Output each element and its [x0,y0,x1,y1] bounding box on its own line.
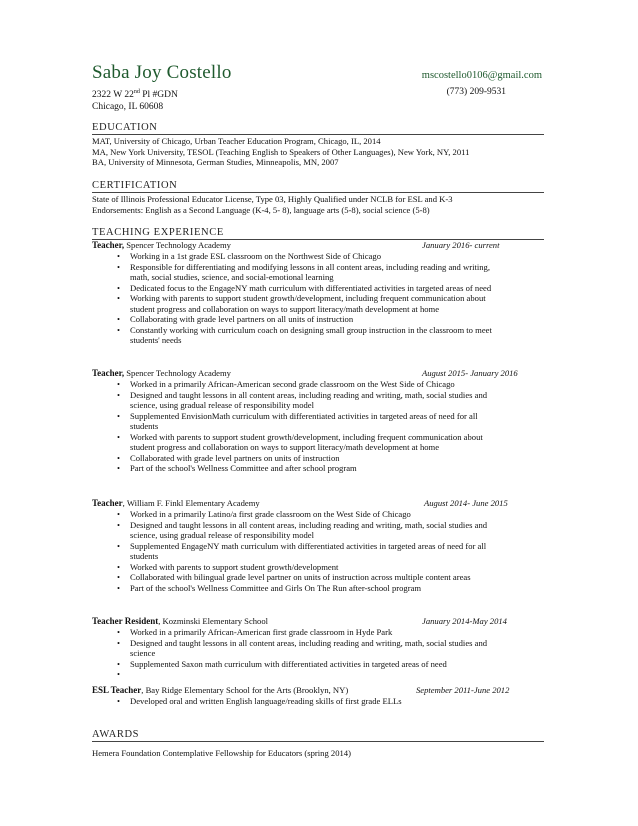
job-bullet: • Responsible for differentiating and modifying lessons in all content areas, including reading and writing, [130,262,552,273]
job-bullets [92,379,552,474]
job-bullet: • Collaborated with bilingual grade level partner on units of instruction across multiple content areas [130,572,552,583]
education-line: MAT, University of Chicago, Urban Teacher Education Program, Chicago, IL, 2014 [92,136,381,146]
job-role: ESL Teacher [92,685,142,695]
job-school: Spencer Technology Academy [124,240,231,250]
awards-rule [92,741,544,742]
job-bullet-continued [130,400,552,411]
job-role: Teacher Resident [92,616,159,626]
job-bullet: • Designed and taught lessons in all content areas, including reading and writing, math, social studies and [130,638,552,649]
job-bullet-continued [130,335,552,346]
job-bullet: • Worked in a primarily Latino/a first grade classroom on the West Side of Chicago [130,509,552,520]
certification-rule [92,192,544,193]
job-dates: January 2014-May 2014 [422,616,507,626]
job-bullet: • Dedicated focus to the EngageNY math curriculum with differentiated activities in targeted areas of need [130,283,552,294]
job-bullet-continuation: math, social studies, science, and social-emotional learning [130,272,334,282]
job-bullet: • Worked with parents to support student growth/development [130,562,552,573]
job-bullets [92,251,552,346]
job-bullet-continuation: students' needs [130,335,182,345]
job-bullet-continuation: science, using gradual release of responsibility model [130,530,314,540]
certification-heading: CERTIFICATION [92,180,178,191]
job-role: Teacher [92,498,123,508]
job-bullet: • Supplemented EnvisionMath curriculum with differentiated activities in targeted areas of need for all [130,411,552,422]
job-bullet: • Collaborated with grade level partners on units of instruction [130,453,552,464]
job-bullet: • Supplemented Saxon math curriculum with differentiated activities in targeted areas of need [130,659,552,670]
awards-heading: AWARDS [92,729,140,740]
job-entry [92,685,552,707]
teaching-heading: TEACHING EXPERIENCE [92,227,224,238]
job-bullet: • Constantly working with curriculum coach on designing small group instruction in the classroom to meet [130,325,552,336]
job-bullet: • Worked in a primarily African-American second grade classroom on the West Side of Chicago [130,379,552,390]
job-bullet-continued [130,421,552,432]
job-dates: August 2014- June 2015 [424,498,508,508]
job-role: Teacher, [92,368,125,378]
job-bullet: • Part of the school's Wellness Committee and Girls On The Run after-school program [130,583,552,594]
address-line-1 [92,87,178,102]
job-bullet-continued [130,304,552,315]
job-bullet-continued [130,648,552,659]
education-line: BA, University of Minnesota, German Studies, Minneapolis, MN, 2007 [92,157,339,167]
job-header [92,685,552,696]
job-bullets [92,696,552,707]
job-bullet: • Working in a 1st grade ESL classroom on the Northwest Side of Chicago [130,251,552,262]
job-school: , Kozminski Elementary School [158,616,269,626]
job-bullet-continued [130,272,552,283]
certification-list [92,194,552,215]
job-bullet-continuation: student progress and collaboration on ways to support literacy/math development at home [130,442,440,452]
address-unit: Pl #GDN [139,90,178,101]
job-entry [92,498,552,593]
phone-number: (773) 209-9531 [446,87,506,97]
job-entry [92,616,552,680]
job-dates: January 2016- current [422,240,500,250]
education-heading: EDUCATION [92,122,158,133]
job-bullet: • Worked with parents to support student growth/development, including frequent communication about [130,432,552,443]
address-street: 2322 W 22 [92,90,134,101]
address-ordinal: nd [133,89,140,95]
job-bullet-continued [130,551,552,562]
address [92,87,178,113]
job-entry [92,368,552,474]
job-bullet-continuation: students [130,551,159,561]
job-school: , William F. Finkl Elementary Academy [122,498,260,508]
certification-line: State of Illinois Professional Educator License, Type 03, Highly Qualified under NCLB for ESL and K-3 [92,194,453,204]
job-bullet-continued [130,442,552,453]
job-dates: September 2011-June 2012 [416,685,510,695]
job-bullet-continuation: science, using gradual release of responsibility model [130,400,314,410]
award-line: Hemera Foundation Contemplative Fellowship for Educators (spring 2014) [92,748,351,758]
job-header [92,616,552,627]
job-bullet: • Collaborating with grade level partners on all units of instruction [130,314,552,325]
job-header [92,240,552,251]
certification-line: Endorsements: English as a Second Language (K-4, 5- 8), language arts (5-8), social science (5-8) [92,204,430,215]
job-bullet: • Developed oral and written English language/reading skills of first grade ELLs [130,696,552,707]
job-bullet: • Working with parents to support student growth/development, including frequent communication about [130,293,552,304]
job-entry [92,240,552,346]
job-dates: August 2015- January 2016 [422,368,518,378]
job-bullet: • Designed and taught lessons in all content areas, including reading and writing, math, social studies and [130,390,552,401]
education-line: MA, New York University, TESOL (Teaching English to Speakers of Other Languages), New York, NY, 2011 [92,146,470,157]
job-role: Teacher, [92,240,125,250]
email-address[interactable]: mscostello0106@gmail.com [421,70,542,81]
job-header [92,498,552,509]
education-rule [92,134,544,135]
job-header [92,368,552,379]
resume-name: Saba Joy Costello [92,62,232,83]
job-bullets [92,627,552,680]
job-school: , Bay Ridge Elementary School for the Arts (Brooklyn, NY) [141,685,349,695]
job-bullet-continuation: student progress and collaboration on ways to support literacy/math development at home [130,303,440,314]
education-list [92,136,552,168]
job-bullet-empty [130,669,552,680]
job-bullet-continuation: students [130,421,159,431]
job-bullet: • Designed and taught lessons in all content areas, including reading and writing, math, social studies and [130,520,552,531]
job-bullet-continued [130,530,552,541]
job-bullet-continuation: science [130,648,156,658]
job-bullet: • Worked in a primarily African-American first grade classroom in Hyde Park [130,627,552,638]
job-bullets [92,509,552,593]
job-school: Spencer Technology Academy [124,368,231,378]
job-bullet: • Supplemented EngageNY math curriculum with differentiated activities in targeted areas of need for all [130,541,552,552]
job-bullet: • Part of the school's Wellness Committee and after school program [130,463,552,474]
address-line-2: Chicago, IL 60608 [92,101,164,112]
